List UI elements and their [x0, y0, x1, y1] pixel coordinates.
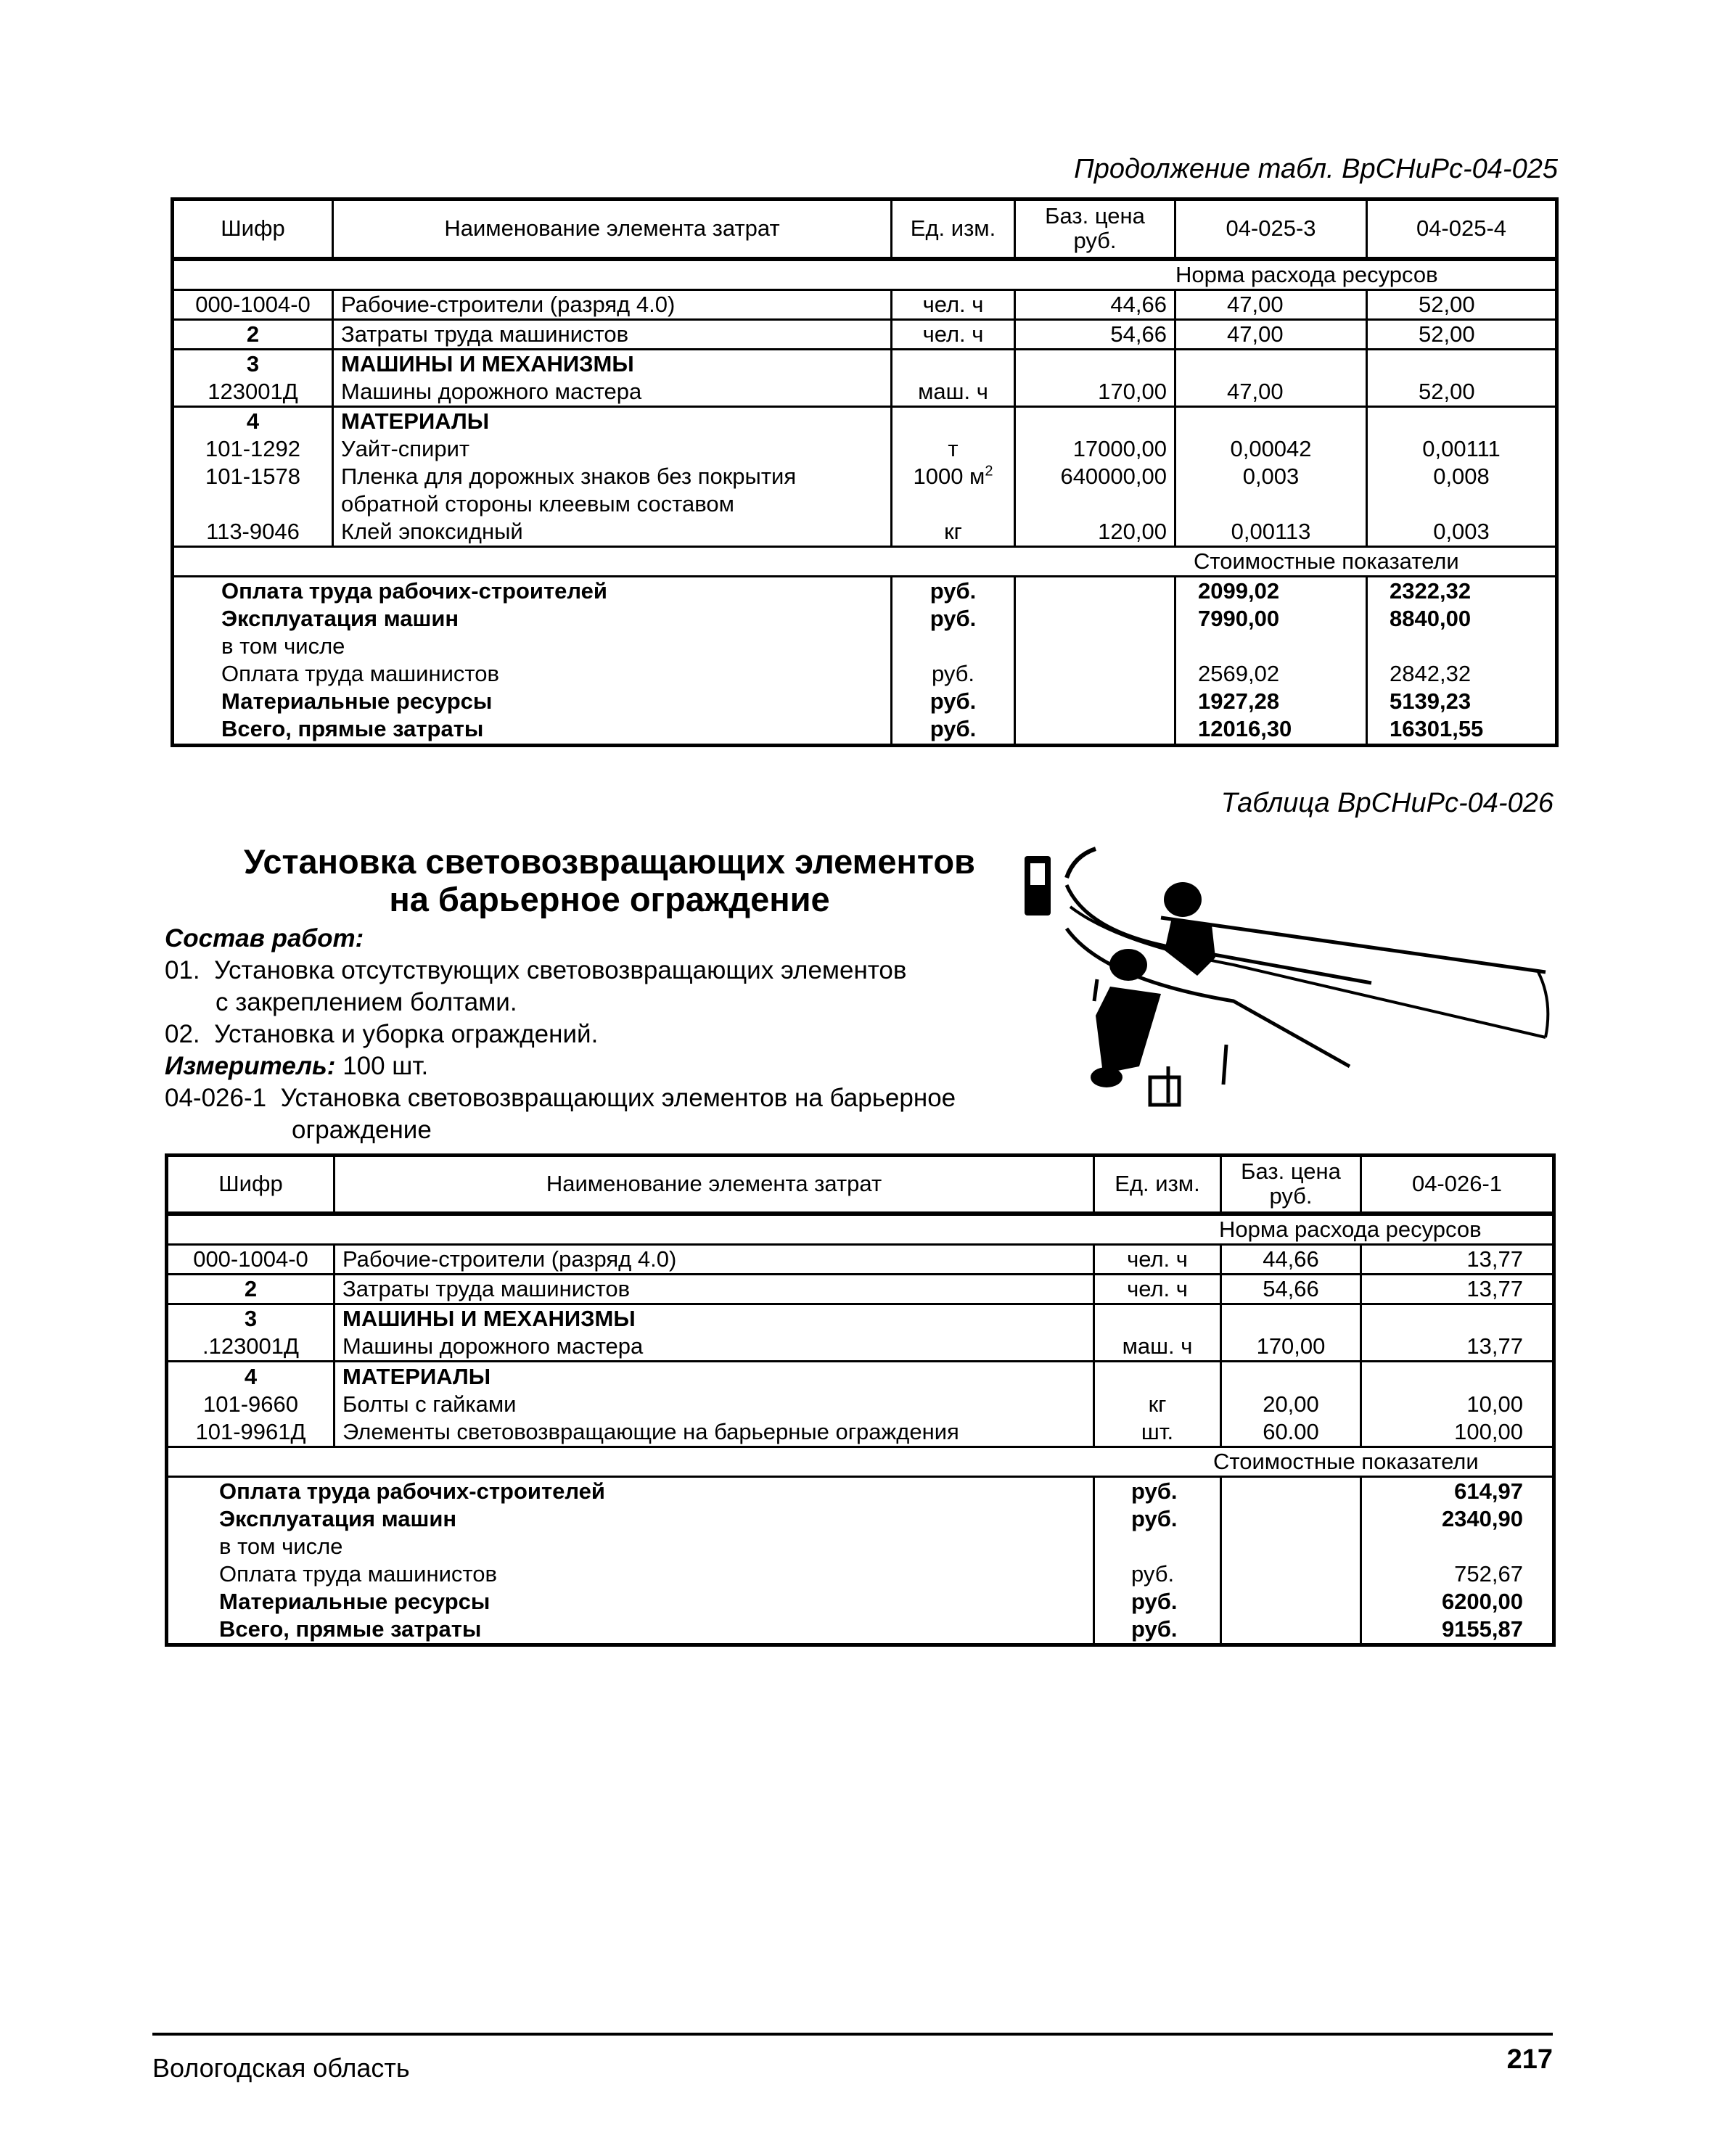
norm-section-label: Норма расхода ресурсов [173, 259, 1557, 290]
worker-standing-icon [1164, 882, 1215, 976]
machines-group-row: 3 123001Д МАШИНЫ И МЕХАНИЗМЫ Машины дорожного мастера маш. ч 170,00 47,00 52,00 [173, 349, 1557, 406]
header-col-04-026-1: 04-026-1 [1361, 1156, 1554, 1214]
machines-group-row: 3 .123001Д МАШИНЫ И МЕХАНИЗМЫ Машины дорожного мастера маш. ч 170,00 13,77 [167, 1304, 1554, 1361]
header-col-04-025-4: 04-025-4 [1367, 199, 1557, 259]
materials-group-row: 4 101-1292 101-1578 113-9046 МАТЕРИАЛЫ Уайт-спирит Пленка для дорожных знаков без покрытия обратной стороны клеевым составом Клей эпоксидный т 1000 $м^2$ кг 17000,00 640000,00 120,00 0,00042 0,003 0,00113 0,00111 0,008 0,003 [173, 406, 1557, 546]
item-04-026-1: 04-026-1 Установка световозвращающих элементов на барьерное [165, 1084, 956, 1112]
norm-section-row [173, 259, 1557, 290]
norm-section-label: Норма расхода ресурсов [167, 1214, 1554, 1245]
header-unit: Ед. изм. [892, 199, 1015, 259]
table1-caption: Продолжение табл. ВрСНиРс-04-025 [1074, 154, 1558, 184]
table-row: 2 Затраты труда машинистов чел. ч 54,66 47,00 52,00 [173, 319, 1557, 349]
cost-section-row [167, 1447, 1554, 1476]
table1-header-row [173, 199, 1557, 259]
worker-kneeling-icon [1091, 949, 1161, 1087]
meter: Измеритель: 100 шт. [165, 1052, 429, 1080]
header-name: Наименование элемента затрат [335, 1156, 1094, 1214]
cost-indicators-row: Оплата труда рабочих-строителей Эксплуатация машин в том числе Оплата труда машинистов Материальные ресурсы Всего, прямые затраты руб. руб. руб. руб. руб. 614,97 2340,90 752,67 6200,00 9155,87 [167, 1476, 1554, 1645]
page-number: 217 [1506, 2044, 1553, 2075]
table-row: 000-1004-0 Рабочие-строители (разряд 4.0) чел. ч 44,66 13,77 [167, 1244, 1554, 1274]
cost-section-label: Стоимостные показатели [167, 1447, 1554, 1476]
workers-barrier-illustration [1016, 827, 1567, 1117]
table-row: 2 Затраты труда машинистов чел. ч 54,66 13,77 [167, 1274, 1554, 1304]
header-col-04-025-3: 04-025-3 [1175, 199, 1367, 259]
composition-label: Состав работ: [165, 924, 364, 952]
cost-section-label: Стоимостные показатели [173, 546, 1557, 576]
header-code: Шифр [167, 1156, 335, 1214]
table2-header-row [167, 1156, 1554, 1214]
cost-indicators-row: Оплата труда рабочих-строителей Эксплуатация машин в том числе Оплата труда машинистов Материальные ресурсы Всего, прямые затраты руб. руб. руб. руб. руб. 2099,02 7990,00 2569,02 1927,28 12016,30 2322,32 8840,00 2842,32 5139,23 16301,55 [173, 576, 1557, 745]
toolbox-icon [1150, 1066, 1179, 1105]
footer-divider [152, 2033, 1553, 2036]
cost-section-row [173, 546, 1557, 576]
table2-resource-norms [165, 1153, 1556, 1647]
step-02: 02. Установка и уборка ограждений. [165, 1020, 599, 1048]
header-unit: Ед. изм. [1094, 1156, 1221, 1214]
table-row: 000-1004-0 Рабочие-строители (разряд 4.0) чел. ч 44,66 47,00 52,00 [173, 289, 1557, 319]
header-base-price: Баз. цена руб. [1221, 1156, 1361, 1214]
footer-region: Вологодская область [152, 2053, 410, 2083]
materials-group-row: 4 101-9660 101-9961Д МАТЕРИАЛЫ Болты с гайками Элементы световозвращающие на барьерные ограждения кг шт. 20,00 60.00 10,00 100,00 [167, 1361, 1554, 1447]
header-code: Шифр [173, 199, 333, 259]
header-base-price: Баз. цена руб. [1015, 199, 1175, 259]
header-name: Наименование элемента затрат [333, 199, 892, 259]
section-title: Установка световозвращающих элементов на барьерное ограждение [244, 842, 975, 918]
table2-caption: Таблица ВрСНиРс-04-026 [1220, 788, 1554, 818]
work-composition: Состав работ: 01. Установка отсутствующих световозвращающих элементов с закреплением болтами. 02. Установка и уборка ограждений. Измеритель: 100 шт. 04-026-1 Установка световозвращающих элементов на барьерное ограждение [165, 924, 956, 1144]
step-01: 01. Установка отсутствующих световозвращающих элементов [165, 956, 907, 984]
road-sign-icon [1025, 856, 1051, 916]
norm-section-row [167, 1214, 1554, 1245]
table1-resource-norms [171, 197, 1559, 747]
